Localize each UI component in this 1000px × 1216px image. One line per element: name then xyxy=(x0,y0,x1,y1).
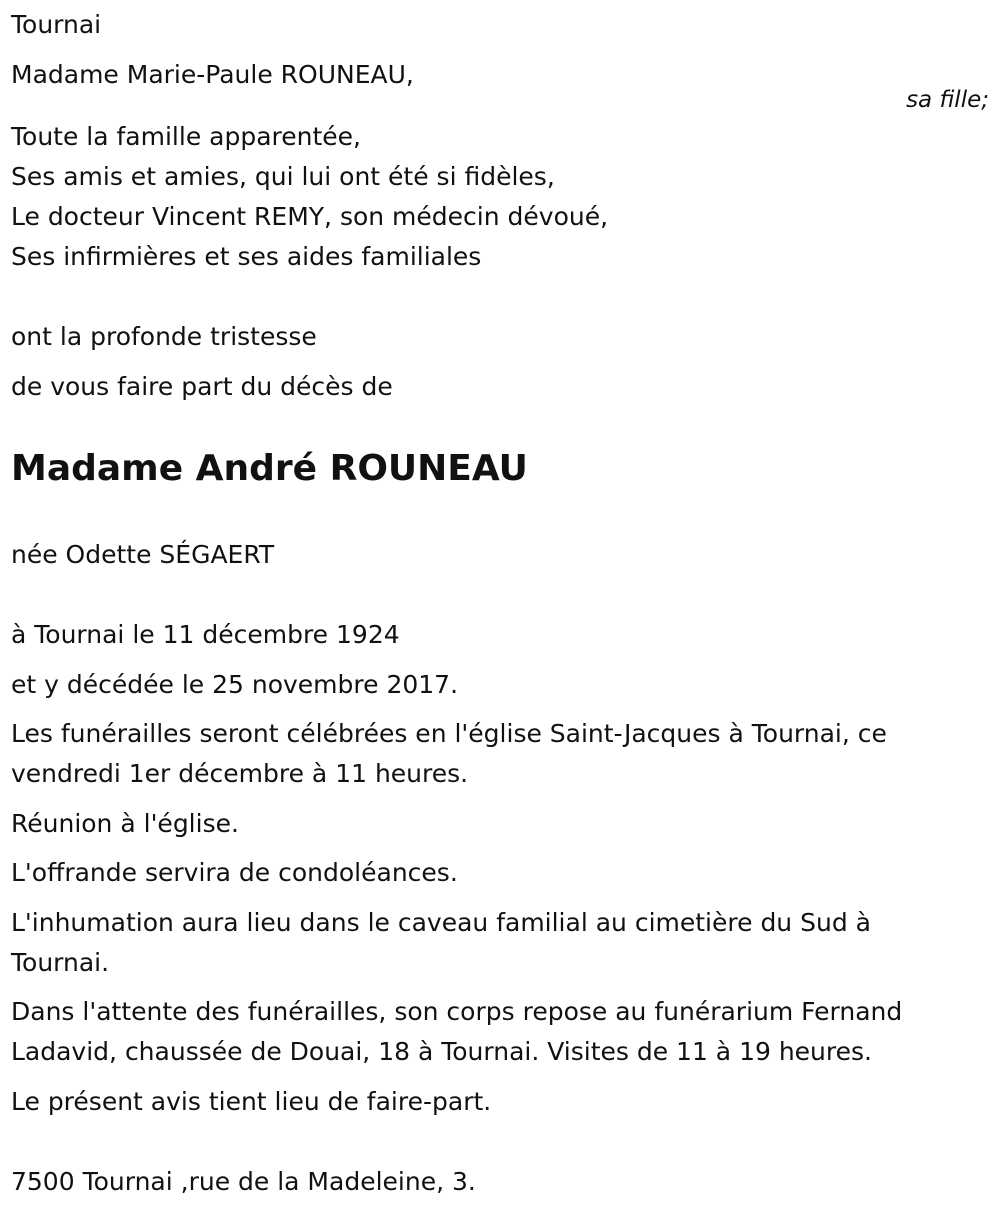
family-line-1: Toute la famille apparentée, xyxy=(11,122,361,151)
city-heading: Tournai xyxy=(11,10,102,39)
family-line-3: Le docteur Vincent REMY, son médecin dévoué, xyxy=(11,202,609,231)
address: 7500 Tournai ,rue de la Madeleine, 3. xyxy=(11,1167,476,1196)
deceased-name: Madame André ROUNEAU xyxy=(11,448,528,489)
family-line-2: Ses amis et amies, qui lui ont été si fidèles, xyxy=(11,162,555,191)
notice-info: Le présent avis tient lieu de faire-part. xyxy=(11,1087,492,1116)
burial-info-line-2: Tournai. xyxy=(11,948,110,977)
offering-info: L'offrande servira de condoléances. xyxy=(11,858,458,887)
daughter-name: Madame Marie-Paule ROUNEAU, xyxy=(11,60,414,89)
maiden-name: née Odette SÉGAERT xyxy=(11,540,275,569)
burial-info-line-1: L'inhumation aura lieu dans le caveau familial au cimetière du Sud à xyxy=(11,908,871,937)
announcement-line-1: ont la profonde tristesse xyxy=(11,322,317,351)
rest-info-line-1: Dans l'attente des funérailles, son corps repose au funérarium Fernand xyxy=(11,997,903,1026)
rest-info-line-2: Ladavid, chaussée de Douai, 18 à Tournai. Visites de 11 à 19 heures. xyxy=(11,1037,872,1066)
funeral-info-line-1: Les funérailles seront célébrées en l'église Saint-Jacques à Tournai, ce xyxy=(11,719,887,748)
funeral-info-line-2: vendredi 1er décembre à 11 heures. xyxy=(11,759,469,788)
daughter-role: sa fille; xyxy=(906,87,989,113)
death-info: et y décédée le 25 novembre 2017. xyxy=(11,670,459,699)
announcement-line-2: de vous faire part du décès de xyxy=(11,372,393,401)
birth-info: à Tournai le 11 décembre 1924 xyxy=(11,620,400,649)
meeting-info: Réunion à l'église. xyxy=(11,809,239,838)
family-line-4: Ses infirmières et ses aides familiales xyxy=(11,242,482,271)
